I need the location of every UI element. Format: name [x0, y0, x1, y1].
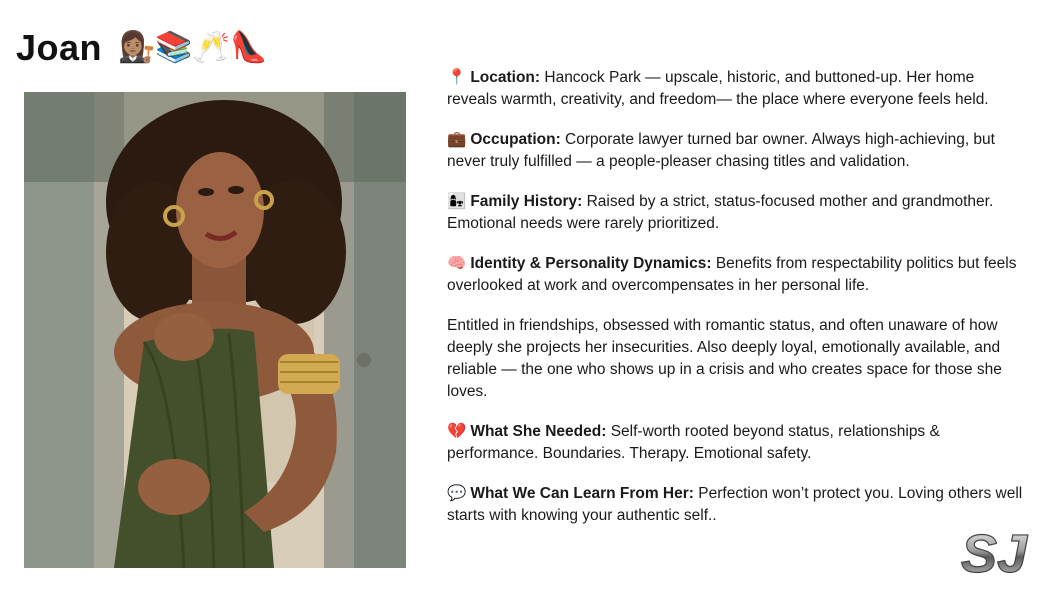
section-label: Identity & Personality Dynamics:: [470, 255, 712, 272]
section-text: Corporate lawyer turned bar owner. Always high-achieving, but never truly fulfilled — a people-pleaser chasing titles and validation.: [447, 131, 995, 170]
section-what-we-can-learn: [447, 483, 1027, 527]
section-text: Hancock Park — upscale, historic, and buttoned-up. Her home reveals warmth, creativity, and freedom— the place where everyone feels held.: [447, 69, 989, 108]
section-label: What We Can Learn From Her:: [470, 485, 694, 502]
section-text: Self-worth rooted beyond status, relationships & performance. Boundaries. Therapy. Emotional safety.: [447, 423, 940, 462]
section-label: What She Needed:: [470, 423, 607, 440]
section-identity: [447, 253, 1027, 297]
broken-heart-icon: 💔: [447, 423, 467, 440]
section-occupation: [447, 129, 1027, 173]
speech-bubble-icon: 💬: [447, 485, 467, 502]
page-title: Joan: [16, 27, 103, 68]
section-text: Raised by a strict, status-focused mother and grandmother. Emotional needs were rarely prioritized.: [447, 193, 994, 232]
title-row: [16, 26, 267, 70]
section-text: Benefits from respectability politics but feels overlooked at work and overcompensates in her personal life.: [447, 255, 1017, 294]
section-label: Location:: [470, 69, 541, 86]
family-icon: 👩‍👧: [447, 193, 467, 210]
section-label: Family History:: [470, 193, 583, 210]
section-text: Entitled in friendships, obsessed with romantic status, and often unaware of how deeply she projects her insecurities. Also deeply loyal, emotionally available, and reliable — the one who shows up in a crisis and who creates space for those she loves.: [447, 317, 1002, 400]
logo-text: SJ: [960, 526, 1028, 582]
profile-details: [447, 67, 1027, 545]
section-location: [447, 67, 1027, 111]
brand-logo: [948, 526, 1040, 582]
character-photo: [24, 92, 406, 568]
section-what-she-needed: [447, 421, 1027, 465]
location-pin-icon: 📍: [447, 69, 467, 86]
character-photo-illustration: [24, 92, 406, 568]
section-family-history: [447, 191, 1027, 235]
section-personality-details: [447, 315, 1027, 403]
section-label: Occupation:: [470, 131, 561, 148]
brain-icon: 🧠: [447, 255, 467, 272]
section-text: Perfection won’t protect you. Loving others well starts with knowing your authentic self..: [447, 485, 1023, 524]
briefcase-icon: 💼: [447, 131, 467, 148]
title-emojis-icon: 👩🏽‍⚖️📚🥂👠: [118, 31, 268, 64]
